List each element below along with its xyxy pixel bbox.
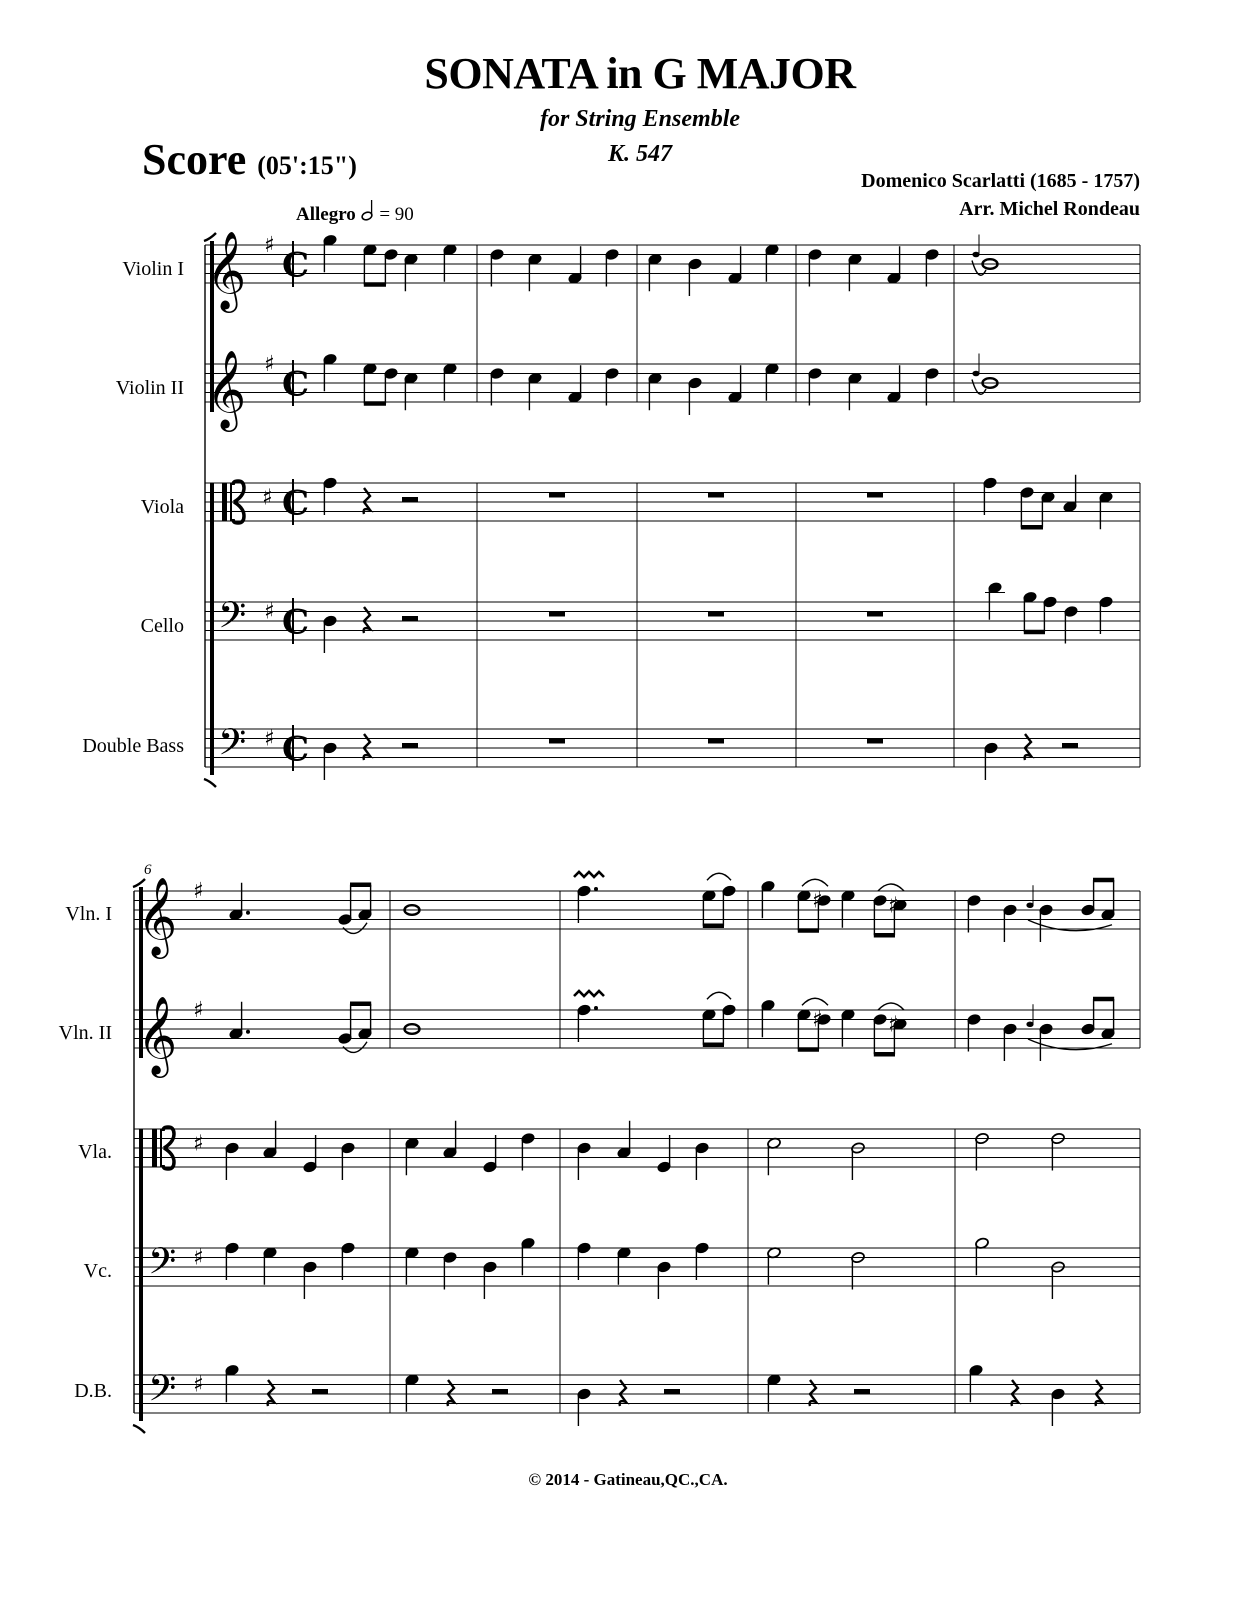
instrument-label-violin-2-short: Vln. II: [58, 1022, 112, 1044]
dot: [246, 911, 250, 915]
tempo-word: Allegro: [296, 204, 356, 225]
treble-clef: 𝄞: [137, 996, 178, 1075]
quarter-rest: [620, 1380, 626, 1406]
mordent-icon: [574, 991, 604, 996]
half-rest: [492, 1389, 508, 1394]
sharp-icon: ♯: [888, 893, 899, 919]
whole-rest: [549, 612, 565, 617]
instrument-label-violin-1-short: Vln. I: [65, 903, 112, 925]
sharp-icon: ♯: [264, 599, 275, 625]
half-rest: [402, 497, 418, 502]
system-2: [133, 872, 1140, 1433]
quarter-rest: [810, 1380, 816, 1406]
slur: [707, 873, 731, 880]
whole-rest: [867, 739, 883, 744]
alto-clef: [152, 1129, 157, 1167]
system-1: [204, 231, 1140, 787]
treble-clef: 𝄞: [206, 350, 247, 429]
quarter-rest: [364, 488, 370, 514]
sharp-icon: ♯: [193, 1245, 204, 1271]
catalog-number: K. 547: [607, 141, 672, 167]
bass-clef: 𝄢: [148, 1367, 177, 1419]
half-rest: [664, 1389, 680, 1394]
instrument-label-viola: Viola: [140, 496, 184, 518]
slur: [802, 998, 828, 1005]
dot: [594, 1006, 598, 1010]
sharp-icon: ♯: [193, 879, 204, 904]
half-rest: [854, 1389, 870, 1394]
instrument-label-violin-1: Violin I: [122, 258, 184, 280]
alto-clef: [230, 483, 232, 521]
arranger-credit: Arr. Michel Rondeau: [959, 198, 1140, 220]
alto-clef: [222, 483, 227, 521]
whole-rest: [867, 493, 883, 498]
instrument-label-viola-short: Vla.: [78, 1141, 112, 1163]
dot: [594, 887, 598, 891]
half-rest: [312, 1389, 328, 1394]
sharp-icon: ♯: [193, 1372, 204, 1398]
bass-clef: 𝄢: [218, 594, 247, 646]
measure-number: 6: [144, 862, 152, 878]
copyright-notice: © 2014 - Gatineau,QC.,CA.: [528, 1470, 728, 1489]
bracket-end: [133, 1425, 145, 1433]
bass-clef: 𝄢: [218, 721, 247, 773]
dot: [246, 1030, 250, 1034]
score-subtitle: for String Ensemble: [539, 106, 741, 132]
slur: [878, 884, 904, 891]
slur: [343, 1042, 367, 1053]
cut-time: C: [282, 364, 310, 405]
cut-time: C: [282, 483, 310, 524]
quarter-rest: [448, 1380, 454, 1406]
whole-rest: [867, 612, 883, 617]
sharp-icon: ♯: [812, 1007, 823, 1033]
sharp-icon: ♯: [193, 1131, 204, 1157]
tempo-bpm: 90: [394, 204, 414, 225]
quarter-rest: [364, 607, 370, 633]
whole-rest: [708, 739, 724, 744]
mordent-icon: [574, 872, 604, 877]
sharp-icon: ♯: [193, 998, 204, 1023]
score-word: Score: [142, 135, 247, 184]
half-rest: [1062, 743, 1078, 748]
bracket-end: [204, 779, 216, 787]
instrument-label-double-bass-short: D.B.: [74, 1380, 112, 1402]
instrument-label-double-bass: Double Bass: [82, 735, 184, 757]
cut-time: C: [282, 729, 310, 770]
sharp-icon: ♯: [264, 233, 275, 258]
quarter-rest: [268, 1380, 274, 1406]
half-rest: [402, 743, 418, 748]
sharp-icon: ♯: [888, 1012, 899, 1038]
sharp-icon: ♯: [264, 352, 275, 377]
quarter-rest: [1096, 1380, 1102, 1406]
tempo-marking: Allegro = 90: [296, 204, 414, 225]
instrument-label-violin-2: Violin II: [115, 377, 184, 399]
quarter-rest: [1012, 1380, 1018, 1406]
slur: [878, 1003, 904, 1010]
quarter-rest: [1025, 734, 1031, 760]
score-title: SONATA in G MAJOR: [424, 49, 856, 98]
sharp-icon: ♯: [812, 888, 823, 914]
instrument-label-cello-short: Vc.: [83, 1260, 112, 1282]
duration: (05':15"): [257, 151, 357, 180]
slur: [343, 923, 367, 934]
sharp-icon: ♯: [262, 485, 273, 511]
whole-rest: [708, 493, 724, 498]
half-rest: [402, 616, 418, 621]
whole-rest: [708, 612, 724, 617]
bass-clef: 𝄢: [148, 1240, 177, 1292]
composer-credit: Domenico Scarlatti (1685 - 1757): [861, 170, 1140, 192]
quarter-rest: [364, 734, 370, 760]
sharp-icon: ♯: [264, 726, 275, 752]
treble-clef: 𝄞: [206, 231, 247, 310]
slur: [707, 992, 731, 999]
treble-clef: 𝄞: [137, 877, 178, 956]
cut-time: C: [282, 245, 310, 286]
instrument-label-cello: Cello: [140, 615, 184, 637]
whole-rest: [549, 739, 565, 744]
slur: [802, 879, 828, 886]
alto-clef: [160, 1129, 162, 1167]
cut-time: C: [282, 602, 310, 643]
whole-rest: [549, 493, 565, 498]
